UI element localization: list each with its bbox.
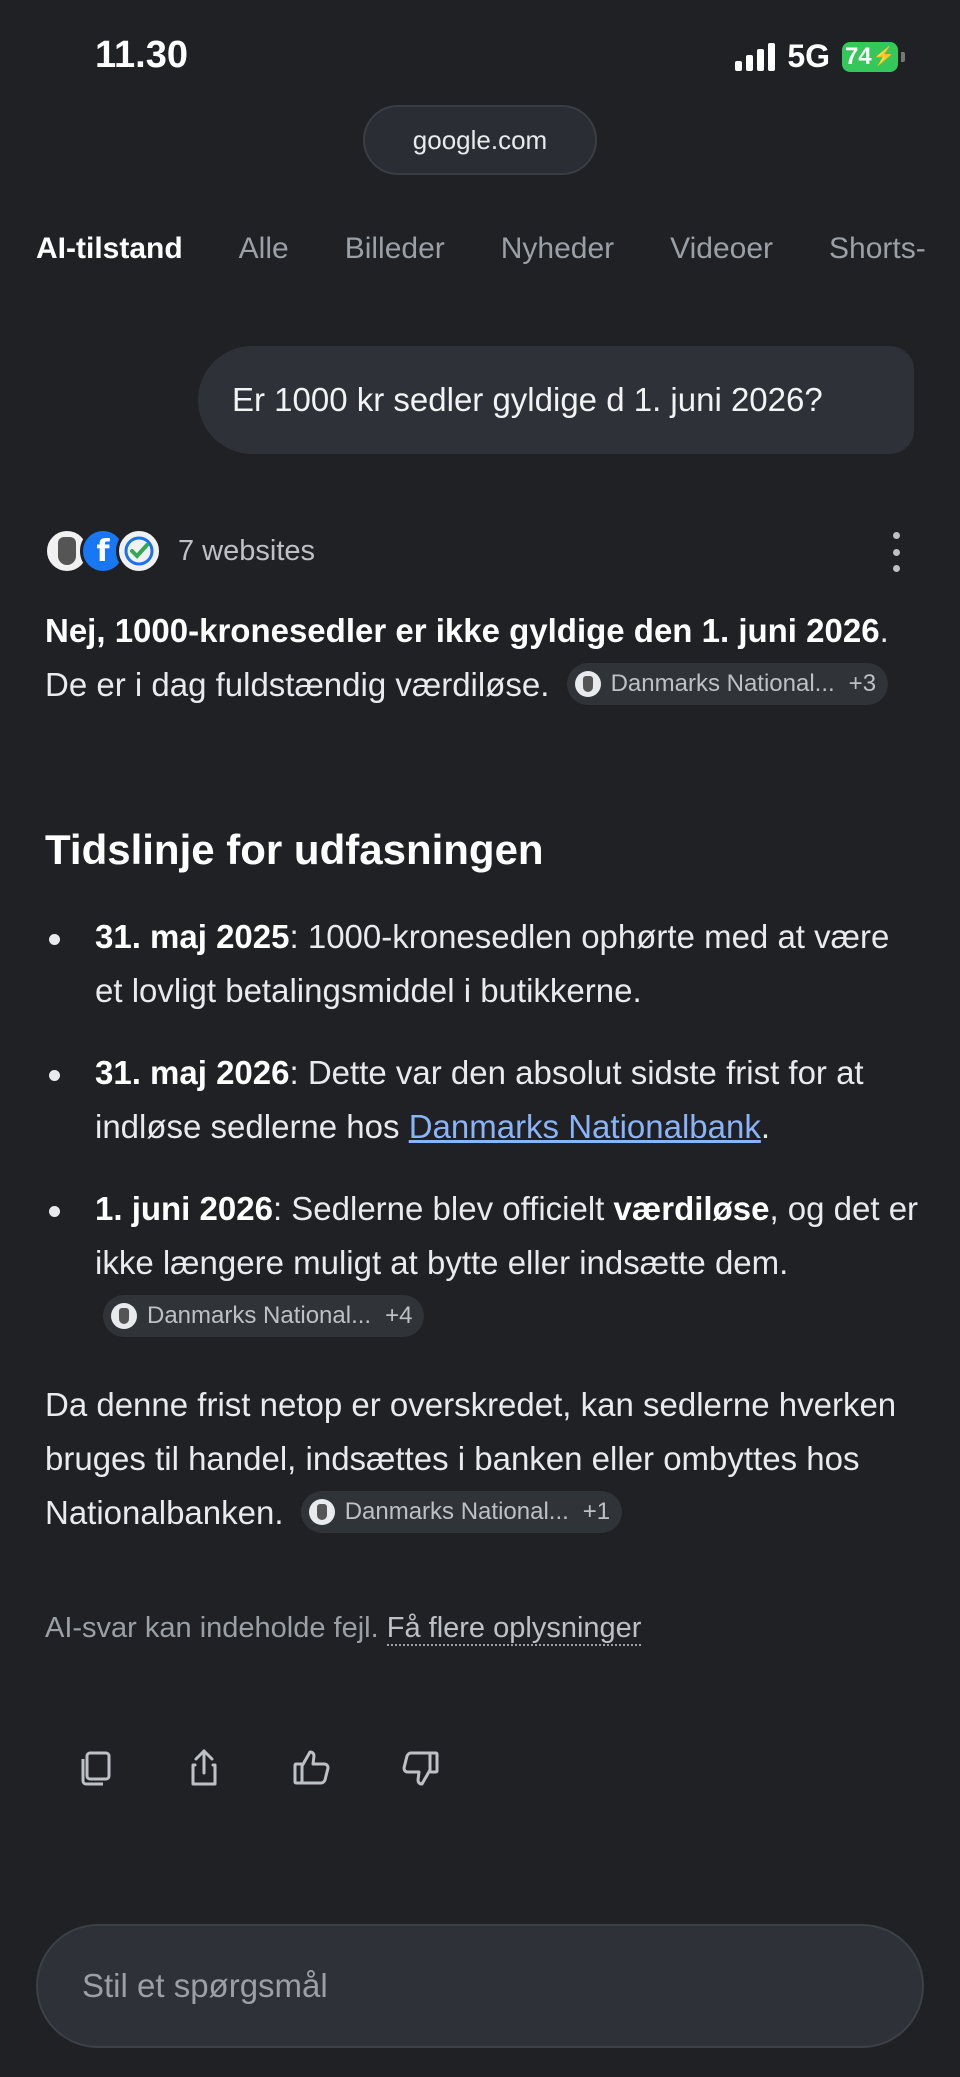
answer-intro-rest: . De er i dag fuldstændig værdiløse. — [45, 612, 889, 703]
timeline-item — [45, 1182, 925, 1344]
source-chip-count: +1 — [582, 1498, 611, 1526]
timeline-emphasis: værdiløse — [613, 1190, 770, 1227]
nationalbank-crest-icon — [309, 1499, 335, 1525]
ask-placeholder: Stil et spørgsmål — [82, 1967, 328, 2004]
share-icon[interactable] — [180, 1744, 228, 1792]
tab-all[interactable]: Alle — [238, 232, 289, 265]
battery-icon — [842, 42, 898, 72]
thumbs-up-icon[interactable] — [288, 1744, 336, 1792]
sources-row[interactable] — [44, 526, 315, 576]
user-query-bubble — [198, 346, 914, 454]
section-heading: Tidslinje for udfasningen — [45, 826, 544, 873]
source-chip-count: +3 — [848, 670, 877, 698]
timeline-text-end: . — [760, 1108, 771, 1145]
source-chip[interactable] — [103, 1295, 424, 1337]
timeline-text: : Dette var den absolut sidste frist for at indløse sedlerne hos — [95, 1054, 864, 1145]
nationalbank-crest-icon — [575, 671, 601, 697]
sources-count: 7 websites — [178, 534, 316, 567]
user-query-text: Er 1000 kr sedler gyldige d 1. juni 2026? — [232, 381, 823, 418]
timeline-text: : Sedlerne blev officielt — [272, 1190, 614, 1227]
tab-videos[interactable]: Videoer — [670, 232, 774, 265]
timeline-text: : 1000-kronesedlen ophørte med at være et lovligt betalingsmiddel i butikkerne. — [95, 918, 890, 1009]
facebook-icon: f — [80, 528, 126, 574]
ask-input[interactable] — [36, 1924, 924, 2048]
timeline-text-end: , og det er ikke længere muligt at bytte eller indsætte dem. — [95, 1190, 919, 1281]
timeline-item — [45, 910, 925, 1018]
more-options-icon[interactable] — [884, 532, 908, 572]
url-bar[interactable] — [363, 105, 597, 175]
source-chip-label: Danmarks National... — [610, 670, 835, 698]
status-bar — [0, 0, 960, 110]
source-chip-label: Danmarks National... — [344, 1498, 569, 1526]
tab-shorts[interactable]: Shorts- — [829, 232, 926, 265]
timeline-date: 31. maj 2025 — [95, 918, 290, 955]
timeline-item — [45, 1046, 925, 1154]
answer-intro — [45, 604, 915, 712]
learn-more-link[interactable]: Få flere oplysninger — [386, 1612, 642, 1644]
thumbs-down-icon[interactable] — [396, 1744, 444, 1792]
nationalbank-crest-icon — [111, 1303, 137, 1329]
checkmark-badge-icon — [116, 528, 162, 574]
source-chip-count: +4 — [385, 1302, 413, 1330]
status-time: 11.30 — [95, 34, 188, 76]
nationalbank-link[interactable]: Danmarks Nationalbank — [408, 1108, 761, 1145]
source-chip[interactable] — [567, 663, 888, 705]
source-chip[interactable] — [301, 1491, 622, 1533]
ai-disclaimer — [45, 1612, 641, 1645]
copy-icon[interactable] — [72, 1744, 120, 1792]
url-text: google.com — [412, 124, 548, 155]
answer-closing — [45, 1378, 915, 1540]
answer-actions — [72, 1744, 444, 1792]
timeline-list — [45, 910, 925, 1372]
timeline-date: 31. maj 2026 — [95, 1054, 290, 1091]
answer-intro-bold: Nej, 1000-kronesedler er ikke gyldige den 1. juni 2026 — [45, 612, 880, 649]
battery-level: 74 — [844, 42, 872, 70]
timeline-date: 1. juni 2026 — [95, 1190, 273, 1227]
network-type: 5G — [787, 38, 830, 74]
source-chip-label: Danmarks National... — [147, 1302, 372, 1330]
signal-icon — [735, 43, 775, 71]
tab-news[interactable]: Nyheder — [500, 232, 615, 265]
disclaimer-text: AI-svar kan indeholde fejl. — [45, 1612, 387, 1644]
tab-ai-mode[interactable]: AI-tilstand — [36, 232, 183, 265]
charging-bolt-icon: ⚡ — [872, 46, 896, 66]
status-indicators — [735, 38, 898, 75]
tab-images[interactable]: Billeder — [344, 232, 445, 265]
answer-closing-text: Da denne frist netop er overskredet, kan sedlerne hverken bruges til handel, indsættes i banken eller ombyttes hos Nationalbanken. — [45, 1386, 897, 1531]
search-tabs — [36, 232, 926, 282]
